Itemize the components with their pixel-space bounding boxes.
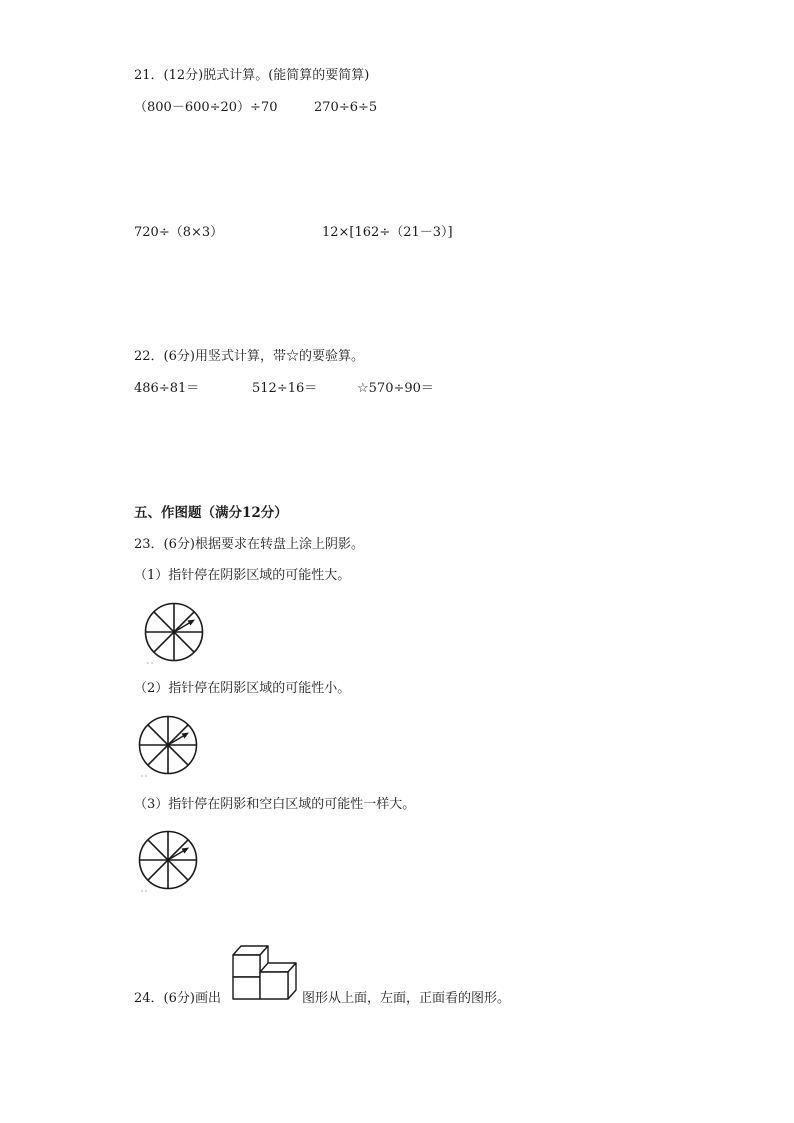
cube-stack-figure	[230, 942, 302, 1004]
q21-title: 21．(12分)脱式计算。(能简算的要简算)	[134, 68, 370, 83]
q23-part-3: （3）指针停在阴影和空白区域的可能性一样大。	[134, 797, 416, 812]
q21-expr-3: 720÷（8×3）	[134, 225, 224, 240]
q22-title: 22．(6分)用竖式计算，带☆的要验算。	[134, 349, 364, 364]
q23-part-2: （2）指针停在阴影区域的可能性小。	[134, 681, 351, 696]
spinner-1[interactable]	[140, 598, 210, 670]
q23-title: 23．(6分)根据要求在转盘上涂上阴影。	[134, 537, 364, 552]
q22-expr-1: 486÷81＝	[134, 381, 200, 396]
q22-expr-2: 512÷16＝	[252, 381, 318, 396]
q24-title-after: 图形从上面，左面，正面看的图形。	[302, 991, 511, 1006]
section-heading: 五、作图题（满分12分）	[134, 505, 288, 521]
q22-expr-3: ☆570÷90＝	[357, 381, 434, 396]
spinner-3[interactable]	[134, 826, 204, 898]
spinner-2[interactable]	[134, 711, 204, 783]
q23-part-1: （1）指针停在阴影区域的可能性大。	[134, 568, 351, 583]
q21-expr-2: 270÷6÷5	[314, 100, 378, 115]
q21-expr-1: （800－600÷20）÷70	[134, 100, 278, 115]
q24-title-before: 24．(6分)画出	[134, 991, 221, 1006]
q21-expr-4: 12×[162÷（21－3）]	[322, 225, 453, 240]
